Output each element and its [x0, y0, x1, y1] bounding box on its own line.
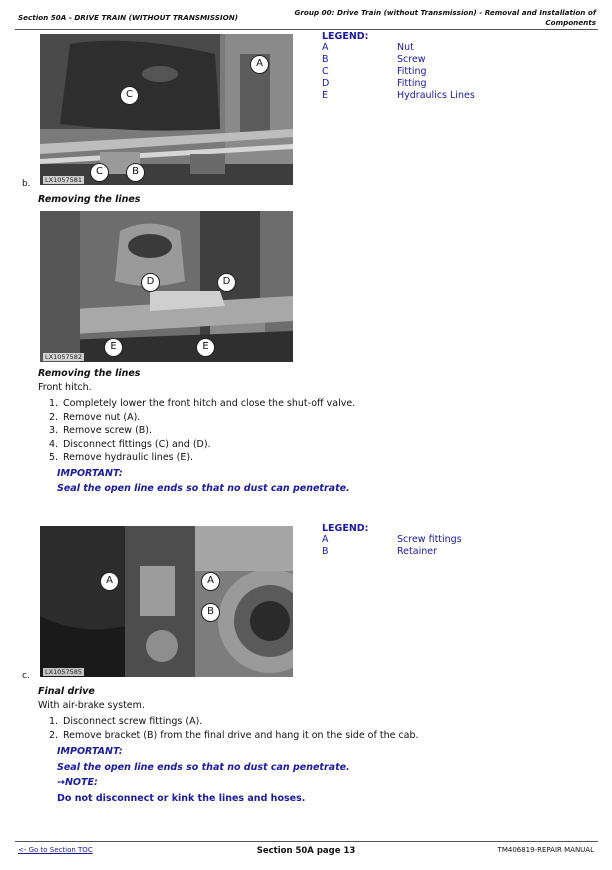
intro-text: With air-brake system.: [38, 700, 145, 711]
list-item: [49, 438, 355, 452]
legend-row: [322, 78, 475, 90]
intro-text: Front hitch.: [38, 382, 92, 393]
step-number: 4.: [49, 438, 59, 450]
legend-value: Screw fittings: [397, 534, 462, 545]
legend-key: C: [322, 66, 329, 77]
important-text: Seal the open line ends so that no dust can penetrate.: [57, 483, 350, 494]
legend-key: E: [322, 90, 329, 101]
figure-caption: Removing the lines: [38, 194, 141, 205]
figure-lines-detail: [40, 211, 293, 362]
step-letter-b: b.: [22, 179, 31, 189]
footer-divider: [15, 841, 598, 842]
group-title: [276, 8, 596, 28]
callout-b: B: [126, 163, 145, 182]
important-label: IMPORTANT:: [57, 468, 123, 479]
group-title-line1: Group 00: Drive Train (without Transmission) - Removal and Installation of: [294, 8, 596, 17]
legend-value: Retainer: [397, 546, 437, 557]
list-item: [49, 729, 419, 743]
callout-e: E: [196, 338, 215, 357]
section-toc-link[interactable]: <- Go to Section TOC: [18, 846, 93, 854]
list-item: [49, 451, 355, 465]
step-text: Completely lower the front hitch and close the shut-off valve.: [63, 398, 356, 409]
legend-value: Screw: [397, 54, 426, 65]
group-title-line2: Components: [545, 18, 596, 27]
callout-a: A: [201, 572, 220, 591]
steps-list: [49, 715, 419, 742]
legend-key: B: [322, 546, 329, 557]
step-number: 2.: [49, 411, 59, 423]
legend-key: A: [322, 42, 329, 53]
legend-row: [322, 66, 475, 78]
important-text: Seal the open line ends so that no dust can penetrate.: [57, 762, 350, 773]
section-title: Section 50A - DRIVE TRAIN (WITHOUT TRANSMISSION): [18, 13, 239, 22]
page-number: Section 50A page 13: [256, 846, 356, 856]
step-number: 1.: [49, 716, 59, 727]
callout-d: D: [141, 273, 160, 292]
list-item: [49, 397, 355, 411]
callout-a: A: [250, 55, 269, 74]
step-number: 3.: [49, 425, 59, 436]
legend-row: [322, 546, 462, 558]
figure-caption: Removing the lines: [38, 368, 141, 379]
manual-id: TM406819-REPAIR MANUAL: [497, 846, 594, 854]
legend-row: [322, 42, 475, 54]
step-letter-c: c.: [22, 671, 30, 681]
step-text: Remove bracket (B) from the final drive and hang it on the side of the cab.: [63, 729, 419, 741]
legend-title: LEGEND:: [322, 523, 369, 534]
step-text: Remove screw (B).: [63, 425, 153, 436]
step-text: Remove hydraulic lines (E).: [63, 452, 194, 463]
legend: [322, 523, 462, 558]
figure-lines-overview: [40, 34, 293, 185]
callout-b: B: [201, 603, 220, 622]
list-item: [49, 411, 355, 425]
step-number: 5.: [49, 452, 59, 463]
steps-list: [49, 397, 355, 465]
note-label: →NOTE:: [57, 777, 98, 788]
legend-key: D: [322, 78, 330, 89]
figure-caption: Final drive: [38, 686, 95, 697]
legend-key: B: [322, 54, 329, 65]
legend-value: Nut: [397, 42, 414, 53]
callout-a: A: [100, 572, 119, 591]
legend-title: LEGEND:: [322, 31, 369, 42]
important-label: IMPORTANT:: [57, 746, 123, 757]
callout-c: C: [90, 163, 109, 182]
legend-value: Fitting: [397, 78, 427, 89]
step-number: 2.: [49, 729, 59, 741]
figure-id: LX1057581: [45, 176, 83, 184]
legend-row: [322, 90, 475, 102]
step-text: Disconnect fittings (C) and (D).: [63, 438, 211, 450]
step-text: Remove nut (A).: [63, 411, 141, 423]
callout-c: C: [120, 86, 139, 105]
list-item: [49, 715, 419, 729]
legend: [322, 31, 475, 102]
legend-row: [322, 54, 475, 66]
legend-value: Fitting: [397, 66, 427, 77]
figure-final-drive: [40, 526, 293, 677]
header-divider: [15, 29, 598, 30]
note-text: Do not disconnect or kink the lines and hoses.: [57, 793, 306, 804]
callout-d: D: [217, 273, 236, 292]
legend-key: A: [322, 534, 329, 545]
legend-value: Hydraulics Lines: [397, 90, 475, 101]
figure-id: LX1057582: [45, 353, 83, 361]
callout-e: E: [104, 338, 123, 357]
legend-row: [322, 534, 462, 546]
step-text: Disconnect screw fittings (A).: [63, 716, 203, 727]
list-item: [49, 424, 355, 438]
figure-id: LX1057585: [45, 668, 83, 676]
step-number: 1.: [49, 398, 59, 409]
